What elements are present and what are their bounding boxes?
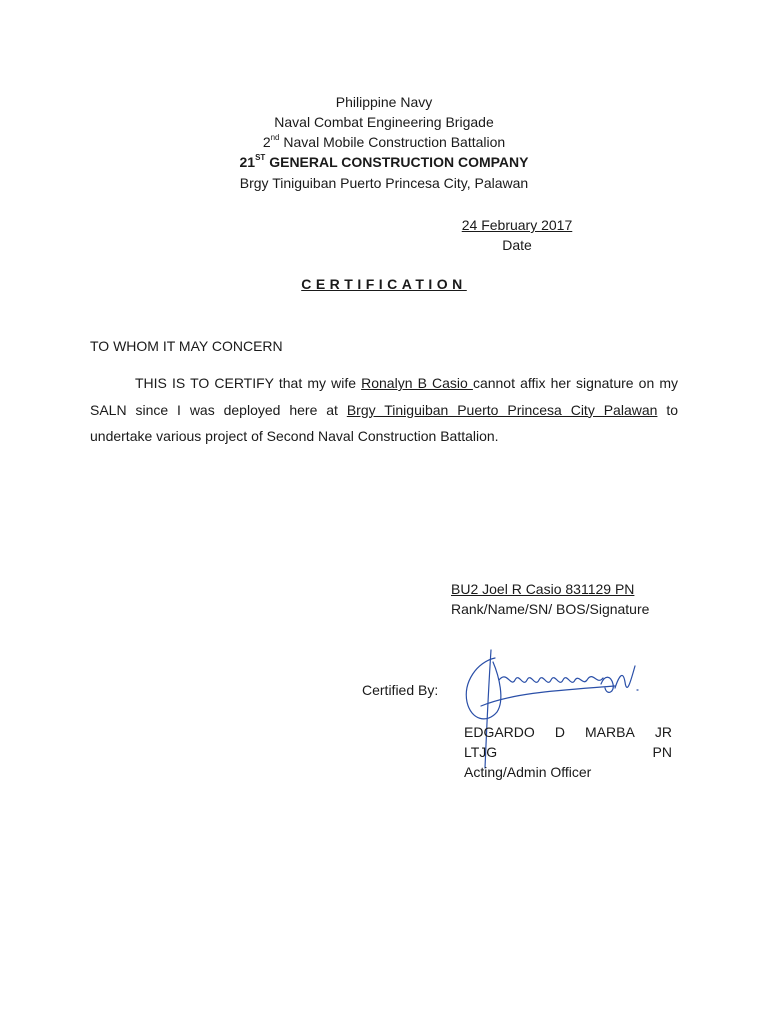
- letterhead-address: Brgy Tiniguiban Puerto Princesa City, Palawan: [239, 175, 529, 191]
- date-label: Date: [502, 237, 532, 253]
- signatory-role: Rank/Name/SN/ BOS/Signature: [451, 601, 650, 617]
- certifier-rank: LTJG PN: [464, 744, 672, 760]
- letterhead-brigade: Naval Combat Engineering Brigade: [274, 114, 494, 130]
- document-title: CERTIFICATION: [301, 276, 467, 292]
- deployment-place: Brgy Tiniguiban Puerto Princesa City Palawan: [346, 401, 658, 418]
- letterhead-battalion: 2nd Naval Mobile Construction Battalion: [262, 133, 506, 150]
- letterhead-company: 21ST GENERAL CONSTRUCTION COMPANY: [239, 153, 529, 170]
- signatory-name: BU2 Joel R Casio 831129 PN: [451, 581, 635, 597]
- certified-by-label: Certified By:: [362, 682, 439, 698]
- salutation: TO WHOM IT MAY CONCERN: [90, 338, 283, 354]
- certifier-position: Acting/Admin Officer: [464, 764, 592, 780]
- wife-name: Ronalyn B Casio: [361, 375, 473, 391]
- certifier-name: EDGARDO D MARBA JR: [464, 724, 672, 740]
- document-date: 24 February 2017: [461, 217, 573, 233]
- letterhead-navy: Philippine Navy: [335, 94, 433, 110]
- certification-body: THIS IS TO CERTIFY that my wife Ronalyn B Casio cannot affix her signature on my SALN since I was deployed here at Brgy Tiniguiban Puerto Princesa City Palawan to undertake various project of Second Naval Construction Battalion.: [90, 375, 678, 444]
